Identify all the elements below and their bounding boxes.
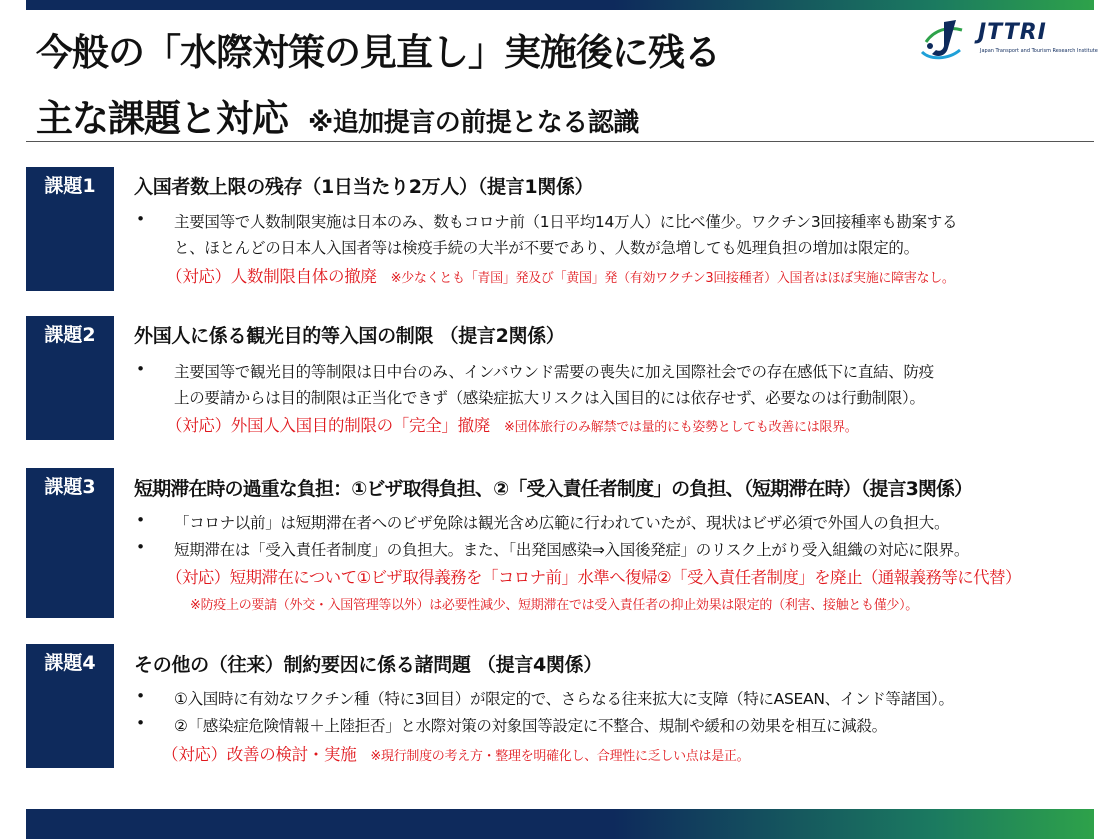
top-accent-bar <box>26 0 1094 10</box>
jttri-logo-mark-icon <box>918 16 974 62</box>
issue-2-bullet-1-continuation: 上の要請からは目的制限は正当化できず（感染症拡大リスクは入国目的には依存せず、必要なのは行動制限）。 <box>174 389 925 407</box>
issue-2-heading: 外国人に係る観光目的等入国の制限 （提言2関係） <box>134 325 565 347</box>
bullet-dot: • <box>136 714 145 732</box>
bullet-dot: • <box>136 511 145 529</box>
issue-2-label: 課題2 <box>26 316 114 440</box>
bottom-accent-bar <box>26 809 1094 839</box>
page-title-line2 <box>36 88 639 142</box>
issue-3-response: （対応）短期滞在について①ビザ取得義務を「コロナ前」水準へ復帰②「受入責任者制度」を廃止（通報義務等に代替） <box>166 568 1021 587</box>
issue-1-label: 課題1 <box>26 167 114 291</box>
page-title-subnote: ※追加提言の前提となる認識 <box>308 108 639 138</box>
issue-4-label: 課題4 <box>26 644 114 768</box>
issue-3-note: ※防疫上の要請（外交・入国管理等以外）は必要性減少、短期滞在では受入責任者の抑止効果は限定的（利害、接触とも僅少）。 <box>190 598 918 613</box>
bullet-dot: • <box>136 210 145 228</box>
issue-2-response: （対応）外国人入国目的制限の「完全」撤廃 ※団体旅行のみ解禁では量的にも姿勢としても改善には限界。 <box>166 416 858 435</box>
issue-1-bullet-1-continuation: と、ほとんどの日本人入国者等は検疫手続の大半が不要であり、人数が急増しても処理負担の増加は限定的。 <box>174 239 919 257</box>
issue-3-label: 課題3 <box>26 468 114 618</box>
issue-3-heading: 短期滞在時の過重な負担：①ビザ取得負担、②「受入責任者制度」の負担、（短期滞在時）（提言3関係） <box>134 478 973 500</box>
page-title-main: 主な課題と対応 <box>36 97 288 140</box>
title-divider <box>26 141 1094 142</box>
issue-4-heading: その他の（往来）制約要因に係る諸問題 （提言4関係） <box>134 654 603 676</box>
jttri-logo <box>918 14 1098 64</box>
page-title-line1: 今般の「水際対策の見直し」実施後に残る <box>36 31 720 74</box>
bullet-dot: • <box>136 538 145 556</box>
bullet-dot: • <box>136 687 145 705</box>
issue-1-heading: 入国者数上限の残存（1日当たり2万人）（提言1関係） <box>134 176 594 198</box>
issue-1-response: （対応）人数制限自体の撤廃 ※少なくとも「青国」発及び「黄国」発（有効ワクチン3回接種者）入国者はほぼ実施に障害なし。 <box>166 267 955 286</box>
jttri-logo-text: JTTRI <box>978 20 1047 45</box>
jttri-logo-tagline: Japan Transport and Tourism Research Institute <box>980 48 1098 54</box>
bullet-dot: • <box>136 360 145 378</box>
issue-4-response: （対応）改善の検討・実施 ※現行制度の考え方・整理を明確化し、合理性に乏しい点は是正。 <box>162 745 750 764</box>
